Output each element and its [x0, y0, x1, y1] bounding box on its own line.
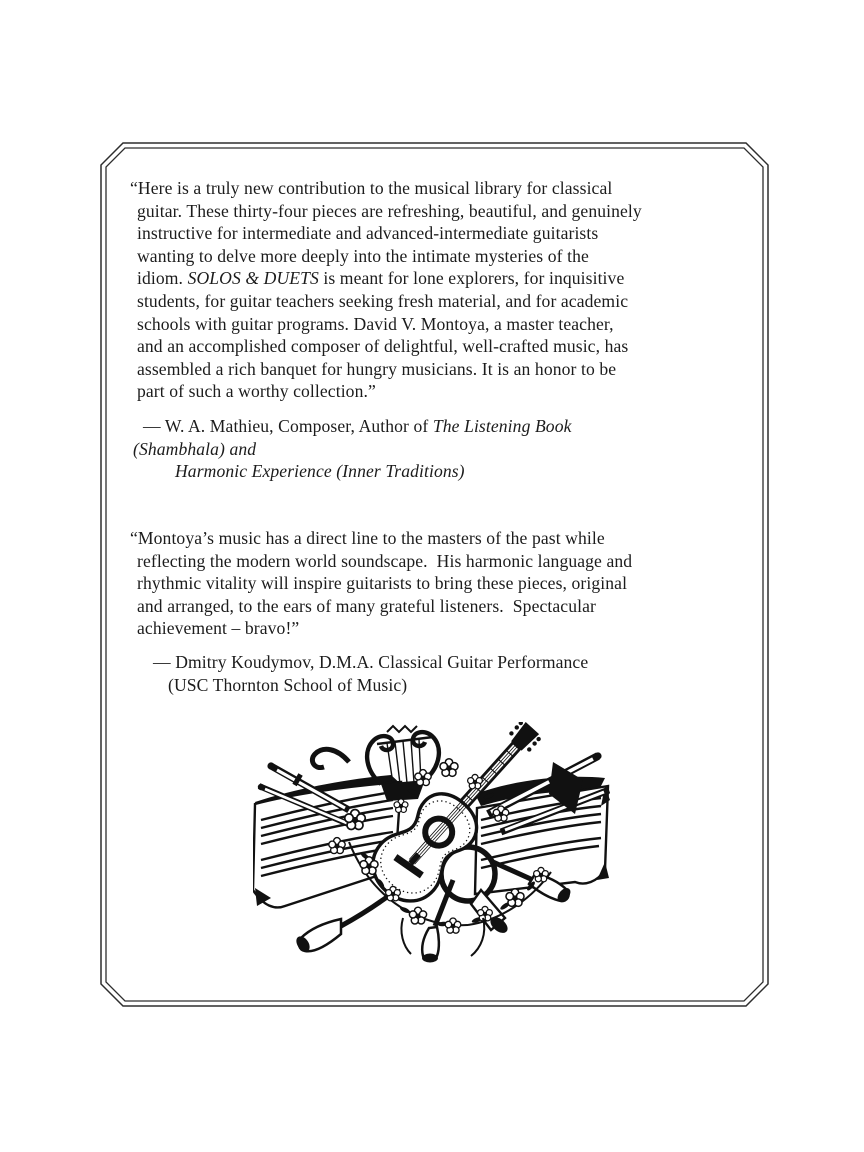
attribution-line: — Dmitry Koudymov, D.M.A. Classical Guitar Performance: [153, 652, 589, 672]
quote-line: schools with guitar programs. David V. Montoya, a master teacher,: [137, 313, 614, 334]
attribution-line: — W. A. Mathieu, Composer, Author of The Listening Book: [143, 416, 572, 436]
quote-line: guitar. These thirty-four pieces are refreshing, beautiful, and genuinely: [137, 200, 642, 221]
quote-line: “Montoya’s music has a direct line to the masters of the past while: [130, 528, 605, 548]
quote-line: reflecting the modern world soundscape. His harmonic language and: [137, 550, 633, 571]
testimonial-quote-1: [130, 177, 642, 403]
book-title-solos-and-duets: SOLOS & DUETS: [187, 268, 319, 289]
quote-line: achievement – bravo!”: [137, 618, 300, 639]
attribution-line: (USC Thornton School of Music): [168, 674, 408, 695]
musical-trophy-illustration: [253, 722, 610, 968]
quote-line: assembled a rich banquet for hungry musicians. It is an honor to be: [137, 358, 617, 379]
quote-line: idiom. SOLOS & DUETS is meant for lone explorers, for inquisitive: [137, 268, 625, 289]
quote-line: wanting to delve more deeply into the intimate mysteries of the: [137, 245, 589, 266]
quote-line: students, for guitar teachers seeking fresh material, and for academic: [137, 290, 629, 311]
quote-line: instructive for intermediate and advanced-intermediate guitarists: [137, 223, 599, 244]
quote-line: part of such a worthy collection.”: [137, 381, 376, 402]
attribution-line: Harmonic Experience (Inner Traditions): [175, 461, 465, 482]
quote-line: and arranged, to the ears of many grateful listeners. Spectacular: [137, 595, 596, 616]
testimonial-quote-2: [130, 527, 632, 640]
quote-line: rhythmic vitality will inspire guitarists to bring these pieces, original: [137, 573, 628, 594]
book-title-listening-book: The Listening Book: [432, 416, 572, 436]
attribution-mathieu: [133, 415, 572, 483]
quote-line: and an accomplished composer of delightful, well-crafted music, has: [137, 336, 629, 357]
attribution-koudymov: [153, 651, 588, 696]
attribution-line: (Shambhala) and: [133, 438, 257, 459]
quote-line: “Here is a truly new contribution to the musical library for classical: [130, 178, 613, 198]
